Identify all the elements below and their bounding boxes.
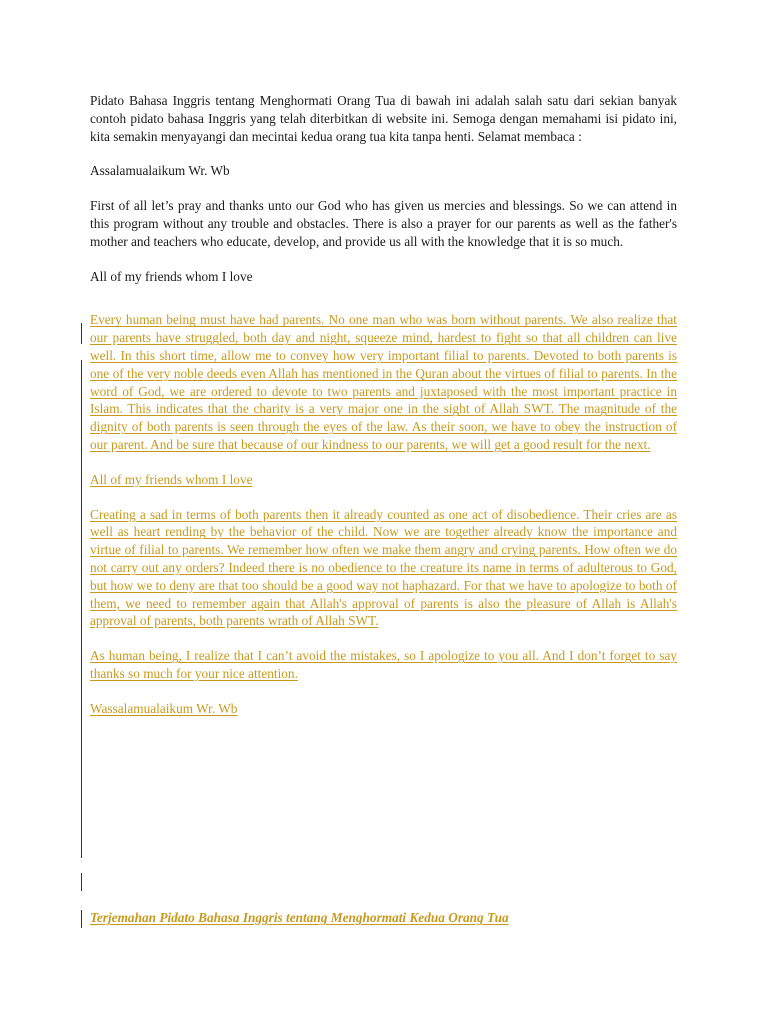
translation-heading[interactable]: Terjemahan Pidato Bahasa Inggris tentang Menghormati Kedua Orang Tua xyxy=(90,910,509,925)
tracked-paragraph-3[interactable]: As human being, I realize that I can’t avoid the mistakes, so I apologize to you all. And I don’t forget to say thanks so much for your nice attention. xyxy=(90,648,677,681)
change-bar-1 xyxy=(81,323,82,344)
tracked-paragraph-1[interactable]: Every human being must have had parents. No one man who was born without parents. We also realize that our parents have struggled, both day and night, squeeze mind, hardest to fight so that all children can live well. In this short time, allow me to convey how very important filial to parents. Devoted to both parents is one of the very noble deeds even Allah has mentioned in the Quran about the virtues of filial to parents. In the word of God, we are ordered to devote to two parents and juxtaposed with the most important practice in Islam. This indicates that the charity is a very major one in the sight of Allah SWT. The magnitude of the dignity of both parents is seen through the eyes of the law. As their soon, we have to obey the instruction of our parent. And be sure that because of our kindness to our parents, we will get a good result for the next. xyxy=(90,312,677,452)
change-bar-2 xyxy=(81,360,82,858)
change-bar-3 xyxy=(81,873,82,891)
closing-line[interactable]: Wassalamualaikum Wr. Wb xyxy=(90,700,238,716)
intro-paragraph: Pidato Bahasa Inggris tentang Menghormati Orang Tua di bawah ini adalah salah satu dari sekian banyak contoh pidato bahasa Inggris yang telah diterbitkan di website ini. Semoga dengan memahami isi pidato ini, kita semakin menyayangi dan mecintai kedua orang tua kita tanpa henti. Selamat membaca : xyxy=(90,93,677,144)
friends-line-1: All of my friends whom I love xyxy=(90,268,253,284)
change-bar-4 xyxy=(81,910,82,928)
opening-paragraph: First of all let’s pray and thanks unto our God who has given us mercies and blessings. So we can attend in this program without any trouble and obstacles. There is also a prayer for our parents as well as the father's mother and teachers who educate, develop, and provide us all with the knowledge that it is so much. xyxy=(90,198,677,249)
tracked-paragraph-2[interactable]: Creating a sad in terms of both parents then it already counted as one act of disobedience. Their cries are as well as heart rending by the behavior of the child. Now we are together already know the importance and virtue of filial to parents. We remember how often we make them angry and crying parents. How often we do not carry out any orders? Indeed there is no obedience to the creature its name in terms of adulterous to God, but how we to deny are that too should be a good way not haphazard. For that we have to apologize to both of them, we need to remember again that Allah's approval of parents is also the pleasure of Allah is Allah's approval of parents, both parents wrath of Allah SWT. xyxy=(90,506,677,629)
document-body xyxy=(90,92,677,735)
tracked-changes-block xyxy=(90,311,677,717)
greeting-line: Assalamualaikum Wr. Wb xyxy=(90,163,230,179)
friends-line-2[interactable]: All of my friends whom I love xyxy=(90,471,253,487)
